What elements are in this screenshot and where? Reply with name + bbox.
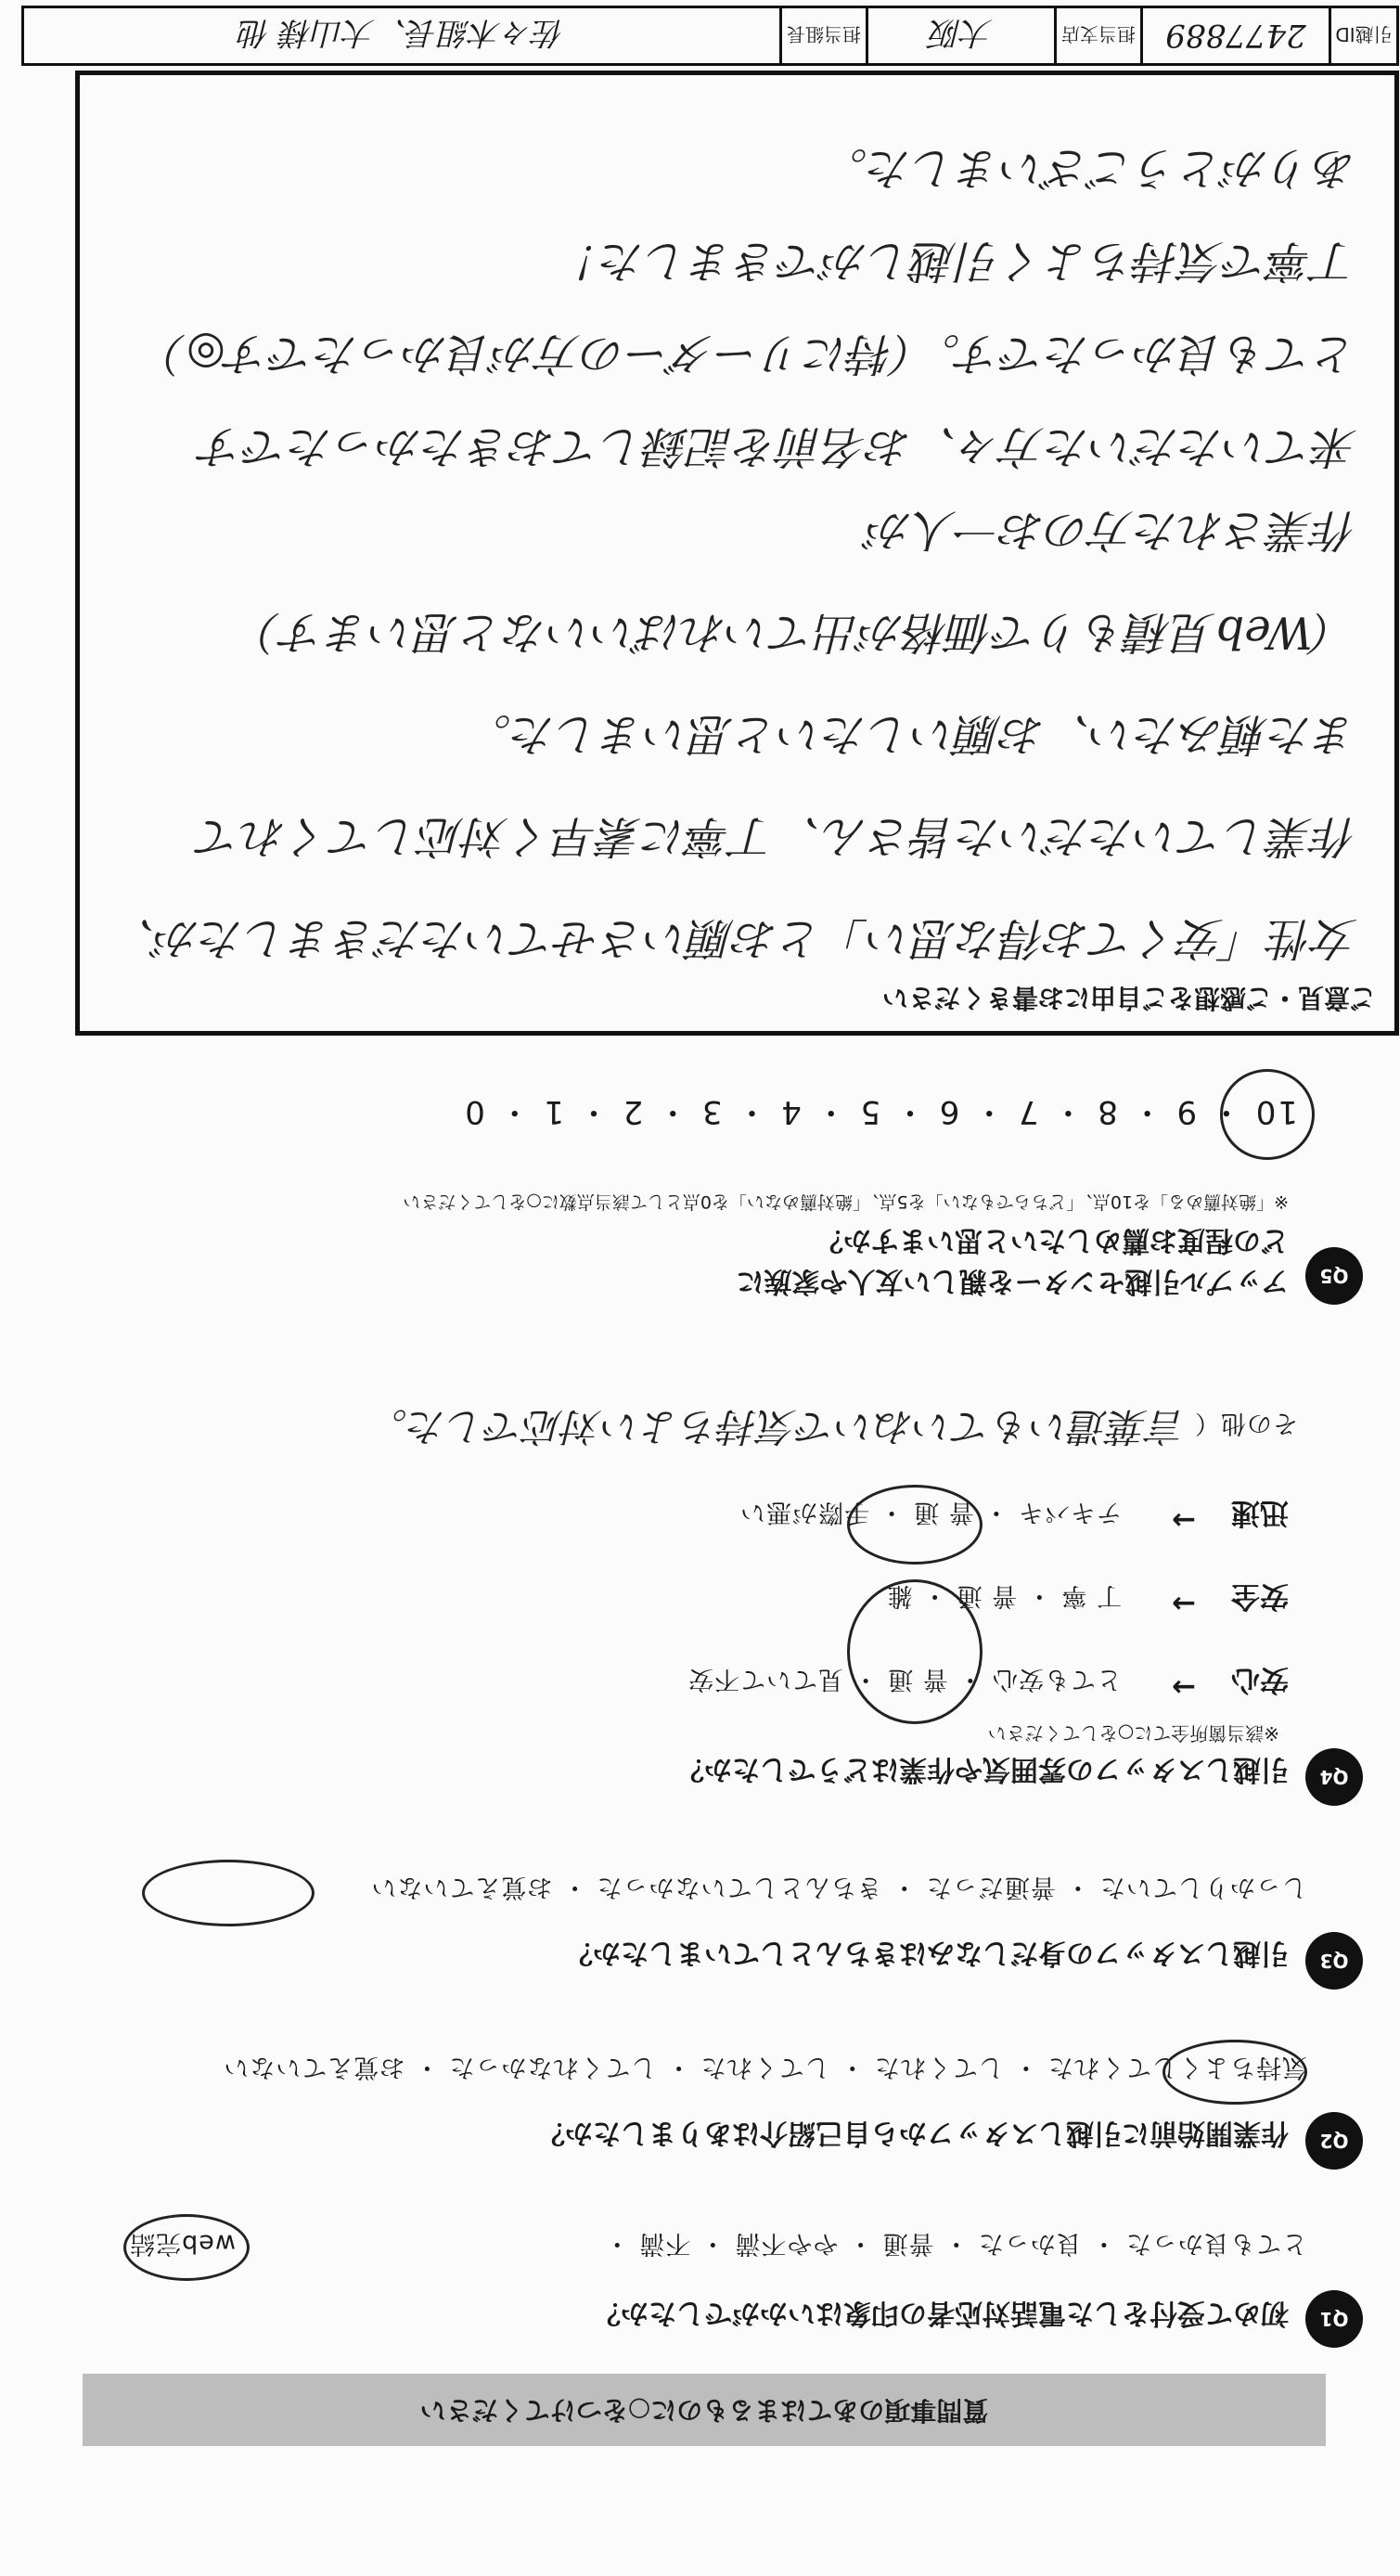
comment-line-5: 作業された方のお一人が bbox=[867, 504, 1357, 556]
q4-note: ※該当箇所全てに○をしてください bbox=[987, 1722, 1279, 1745]
q4-row-anshin-options: とても安心 ・ 普 通 ・ 見ていて不安 bbox=[687, 1665, 1122, 1694]
q4-selection-circle-1 bbox=[847, 1579, 983, 1724]
q1-circled-option: web完結 bbox=[129, 2229, 236, 2258]
q4-row-jinsoku-arrow: → bbox=[1172, 1503, 1196, 1537]
comment-line-1: 女性「安くてお得な思い」とお願いさせていただきましたが、 bbox=[109, 912, 1357, 964]
id-label: 引越ID bbox=[1329, 8, 1396, 63]
q5-note: ※「絶対薦める」を10点、「どちらでもない」を5点、「絶対薦めない」を0点として該当点数に○をしてください bbox=[403, 1191, 1289, 1212]
staff-value: 佐々木組長、大山様 他 bbox=[238, 14, 565, 51]
comment-line-2: 作業していただいた皆さん、丁寧に素早く対応してくれて bbox=[197, 810, 1357, 862]
q5-selection-circle bbox=[1220, 1069, 1315, 1160]
instruction-text: 質問事項のあてはまるものに○をつけてください bbox=[419, 2395, 989, 2426]
comment-line-8: 丁寧で気持ちよく引越しができました！ bbox=[555, 235, 1357, 287]
comment-line-9: ありがとうございました。 bbox=[822, 142, 1357, 194]
q4-selection-circle-2 bbox=[847, 1485, 983, 1565]
q5-badge: Q5 bbox=[1305, 1247, 1363, 1305]
comment-line-6: 来ていただいた方々、お名前を記録しておきたかったです bbox=[199, 420, 1357, 472]
q3-options: しっかりしていた ・ 普通だった ・ きちんとしていなかった ・ お覚えていない bbox=[370, 1873, 1307, 1901]
q4-row-jinsoku-label: 迅速 bbox=[1231, 1496, 1289, 1529]
q2-badge: Q2 bbox=[1305, 2112, 1363, 2170]
q4-row-anzen-label: 安全 bbox=[1231, 1579, 1289, 1613]
q2-text: 作業開始前に引越しスタッフから自己紹介はありましたか？ bbox=[537, 2117, 1289, 2149]
branch-value: 大阪 bbox=[866, 8, 1054, 63]
q3-selection-circle bbox=[142, 1860, 315, 1926]
staff-label: 担当組長 bbox=[779, 8, 866, 63]
q4-other-label: その他（ bbox=[1194, 1409, 1298, 1437]
q4-row-anzen-arrow: → bbox=[1172, 1587, 1196, 1620]
q3-badge: Q3 bbox=[1305, 1932, 1363, 1990]
q4-text: 引越しスタッフの雰囲気や作業はどうでしたか？ bbox=[676, 1753, 1289, 1785]
q4-row-anshin-label: 安心 bbox=[1231, 1663, 1289, 1696]
comment-line-4: （Web見積もりで価格が出ていればいいなと思います） bbox=[236, 606, 1357, 658]
info-bar bbox=[21, 6, 1399, 66]
comment-line-7: とても良かったです。（特にリーダーの方が良かったです◎） bbox=[141, 328, 1357, 380]
comment-title: ご意見・ご感想をご自由にお書きください bbox=[881, 983, 1376, 1013]
q5-text-line1: アップル引越センターを親しい友人や家族に bbox=[736, 1265, 1289, 1297]
q1-badge: Q1 bbox=[1305, 2290, 1363, 2348]
q2-options: 気持ちよくしてくれた ・ してくれた ・ してくれた ・ してくれなかった ・ お覚えていない bbox=[223, 2053, 1307, 2081]
branch-label: 担当支店 bbox=[1054, 8, 1140, 63]
q1-options: とても良かった ・ 良かった ・ 普通 ・ やや不満 ・ 不満 ・ bbox=[603, 2229, 1307, 2258]
q4-other-handwritten: 言葉遣いもていねいで気持ちよい対応でした。 bbox=[367, 1404, 1187, 1449]
q4-badge: Q4 bbox=[1305, 1748, 1363, 1806]
id-value: 2477889 bbox=[1140, 8, 1329, 63]
q2-selection-circle bbox=[1162, 2040, 1307, 2105]
q5-score-scale: 10 ・ 9 ・ 8 ・ 7 ・ 6 ・ 5 ・ 4 ・ 3 ・ 2 ・ 1 ・ 0 bbox=[463, 1093, 1298, 1130]
q4-row-anzen-options: 丁 寧 ・ 普 通 ・ 雑 bbox=[886, 1581, 1122, 1610]
comment-box bbox=[75, 71, 1399, 1036]
q3-text: 引越しスタッフの身だしなみはきちんとしていましたか？ bbox=[565, 1937, 1289, 1969]
q1-text: 初めて受付をした電話対応者の印象はいかがでしたか？ bbox=[593, 2297, 1289, 2329]
q4-row-jinsoku-options: テキパキ ・ 普 通 ・ 手際が悪い bbox=[739, 1498, 1122, 1526]
q4-row-anshin-arrow: → bbox=[1172, 1670, 1196, 1704]
q5-text-line2: どの程度お薦めしたいと思いますか？ bbox=[816, 1224, 1289, 1256]
comment-line-3: また頼みたい、お願いしたいと思いました。 bbox=[466, 708, 1357, 760]
instruction-banner bbox=[83, 2374, 1326, 2446]
